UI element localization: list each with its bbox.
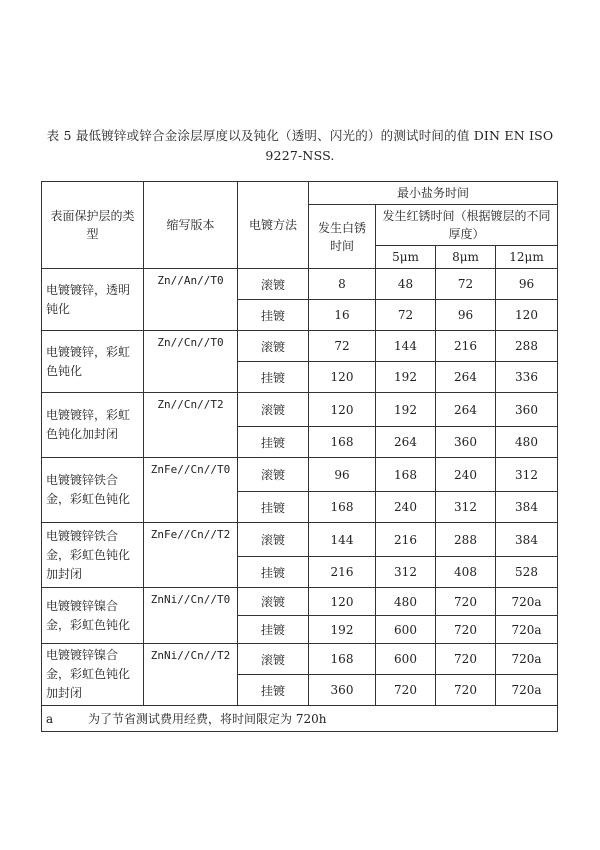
cell-red-rust-5um-hours: 48 — [376, 269, 436, 300]
cell-red-rust-5um-hours: 312 — [376, 557, 436, 588]
cell-red-rust-12um-hours: 480 — [496, 427, 558, 458]
cell-red-rust-12um-hours: 720a — [496, 616, 558, 644]
cell-coating-type: 电镀镀锌铁合金，彩虹色钝化 — [42, 458, 144, 523]
cell-red-rust-12um-hours: 96 — [496, 269, 558, 300]
cell-red-rust-12um-hours: 336 — [496, 362, 558, 393]
cell-red-rust-8um-hours: 264 — [436, 362, 496, 393]
cell-red-rust-5um-hours: 720 — [376, 675, 436, 706]
cell-plating-method: 挂镀 — [238, 427, 309, 458]
table-body — [42, 269, 558, 706]
cell-red-rust-12um-hours: 312 — [496, 458, 558, 492]
table-row — [42, 269, 558, 300]
cell-plating-method: 挂镀 — [238, 675, 309, 706]
cell-red-rust-8um-hours: 408 — [436, 557, 496, 588]
cell-white-rust-hours: 192 — [309, 616, 376, 644]
cell-plating-method: 滚镀 — [238, 331, 309, 362]
cell-red-rust-8um-hours: 96 — [436, 300, 496, 331]
cell-white-rust-hours: 144 — [309, 523, 376, 557]
cell-red-rust-5um-hours: 216 — [376, 523, 436, 557]
cell-abbreviation: ZnFe//Cn//T0 — [144, 458, 238, 523]
cell-white-rust-hours: 120 — [309, 588, 376, 616]
footnote-text: 为了节省测试费用经费，将时间限定为 720h — [88, 712, 327, 726]
cell-red-rust-8um-hours: 720 — [436, 644, 496, 675]
cell-red-rust-12um-hours: 384 — [496, 492, 558, 523]
cell-red-rust-8um-hours: 216 — [436, 331, 496, 362]
cell-abbreviation: Zn//An//T0 — [144, 269, 238, 331]
caption-line-1: 表 5 最低镀锌或锌合金涂层厚度以及钝化（透明、闪光的）的测试时间的值 DIN EN ISO — [46, 128, 554, 143]
cell-coating-type: 电镀镀锌铁合金，彩虹色钝化加封闭 — [42, 523, 144, 588]
cell-red-rust-5um-hours: 264 — [376, 427, 436, 458]
cell-white-rust-hours: 216 — [309, 557, 376, 588]
table-row — [42, 523, 558, 557]
cell-red-rust-8um-hours: 720 — [436, 675, 496, 706]
cell-red-rust-12um-hours: 120 — [496, 300, 558, 331]
cell-plating-method: 滚镀 — [238, 644, 309, 675]
header-thickness-12: 12μm — [496, 246, 558, 269]
header-min-salt-time: 最小盐务时间 — [309, 182, 558, 205]
cell-red-rust-8um-hours: 720 — [436, 616, 496, 644]
cell-plating-method: 滚镀 — [238, 393, 309, 427]
header-white-rust: 发生白锈时间 — [309, 205, 376, 269]
cell-white-rust-hours: 360 — [309, 675, 376, 706]
cell-white-rust-hours: 168 — [309, 492, 376, 523]
table-footnote — [42, 706, 558, 732]
table-row — [42, 644, 558, 675]
header-method: 电镀方法 — [238, 182, 309, 269]
cell-coating-type: 电镀镀锌镍合金，彩虹色钝化 — [42, 588, 144, 644]
cell-red-rust-12um-hours: 288 — [496, 331, 558, 362]
cell-abbreviation: Zn//Cn//T0 — [144, 331, 238, 393]
cell-white-rust-hours: 120 — [309, 362, 376, 393]
cell-abbreviation: ZnNi//Cn//T0 — [144, 588, 238, 644]
cell-coating-type: 电镀镀锌，彩虹色钝化 — [42, 331, 144, 393]
cell-abbreviation: ZnFe//Cn//T2 — [144, 523, 238, 588]
table-row — [42, 393, 558, 427]
cell-white-rust-hours: 8 — [309, 269, 376, 300]
cell-red-rust-12um-hours: 384 — [496, 523, 558, 557]
cell-red-rust-5um-hours: 192 — [376, 393, 436, 427]
cell-red-rust-12um-hours: 528 — [496, 557, 558, 588]
cell-red-rust-5um-hours: 240 — [376, 492, 436, 523]
cell-red-rust-5um-hours: 480 — [376, 588, 436, 616]
cell-plating-method: 滚镀 — [238, 458, 309, 492]
cell-red-rust-12um-hours: 720a — [496, 644, 558, 675]
cell-red-rust-8um-hours: 288 — [436, 523, 496, 557]
cell-plating-method: 挂镀 — [238, 616, 309, 644]
cell-red-rust-8um-hours: 360 — [436, 427, 496, 458]
cell-white-rust-hours: 168 — [309, 427, 376, 458]
cell-white-rust-hours: 168 — [309, 644, 376, 675]
cell-white-rust-hours: 120 — [309, 393, 376, 427]
salt-spray-table — [41, 181, 558, 732]
cell-red-rust-5um-hours: 72 — [376, 300, 436, 331]
cell-red-rust-5um-hours: 600 — [376, 644, 436, 675]
cell-coating-type: 电镀镀锌，彩虹色钝化加封闭 — [42, 393, 144, 458]
cell-white-rust-hours: 72 — [309, 331, 376, 362]
cell-red-rust-8um-hours: 264 — [436, 393, 496, 427]
cell-red-rust-5um-hours: 144 — [376, 331, 436, 362]
cell-plating-method: 滚镀 — [238, 588, 309, 616]
table-row — [42, 331, 558, 362]
cell-abbreviation: ZnNi//Cn//T2 — [144, 644, 238, 706]
cell-plating-method: 挂镀 — [238, 492, 309, 523]
cell-red-rust-12um-hours: 360 — [496, 393, 558, 427]
cell-red-rust-5um-hours: 600 — [376, 616, 436, 644]
cell-red-rust-8um-hours: 240 — [436, 458, 496, 492]
table-caption — [40, 126, 560, 166]
cell-red-rust-12um-hours: 720a — [496, 588, 558, 616]
table-header — [42, 182, 558, 269]
cell-abbreviation: Zn//Cn//T2 — [144, 393, 238, 458]
cell-coating-type: 电镀镀锌，透明钝化 — [42, 269, 144, 331]
cell-red-rust-8um-hours: 312 — [436, 492, 496, 523]
header-thickness-8: 8μm — [436, 246, 496, 269]
cell-plating-method: 滚镀 — [238, 523, 309, 557]
caption-line-2: 9227-NSS. — [265, 148, 335, 163]
cell-red-rust-5um-hours: 168 — [376, 458, 436, 492]
table-row — [42, 588, 558, 616]
header-thickness-5: 5μm — [376, 246, 436, 269]
cell-red-rust-12um-hours: 720a — [496, 675, 558, 706]
table-row — [42, 458, 558, 492]
cell-plating-method: 挂镀 — [238, 557, 309, 588]
cell-red-rust-8um-hours: 720 — [436, 588, 496, 616]
cell-white-rust-hours: 96 — [309, 458, 376, 492]
cell-red-rust-5um-hours: 192 — [376, 362, 436, 393]
header-abbr: 缩写版本 — [144, 182, 238, 269]
header-red-rust: 发生红锈时间（根据镀层的不同厚度） — [376, 205, 558, 246]
header-type: 表面保护层的类型 — [42, 182, 144, 269]
cell-plating-method: 挂镀 — [238, 362, 309, 393]
cell-plating-method: 挂镀 — [238, 300, 309, 331]
cell-plating-method: 滚镀 — [238, 269, 309, 300]
footnote-mark: a — [46, 712, 54, 726]
cell-white-rust-hours: 16 — [309, 300, 376, 331]
cell-red-rust-8um-hours: 72 — [436, 269, 496, 300]
cell-coating-type: 电镀镀锌镍合金，彩虹色钝化加封闭 — [42, 644, 144, 706]
